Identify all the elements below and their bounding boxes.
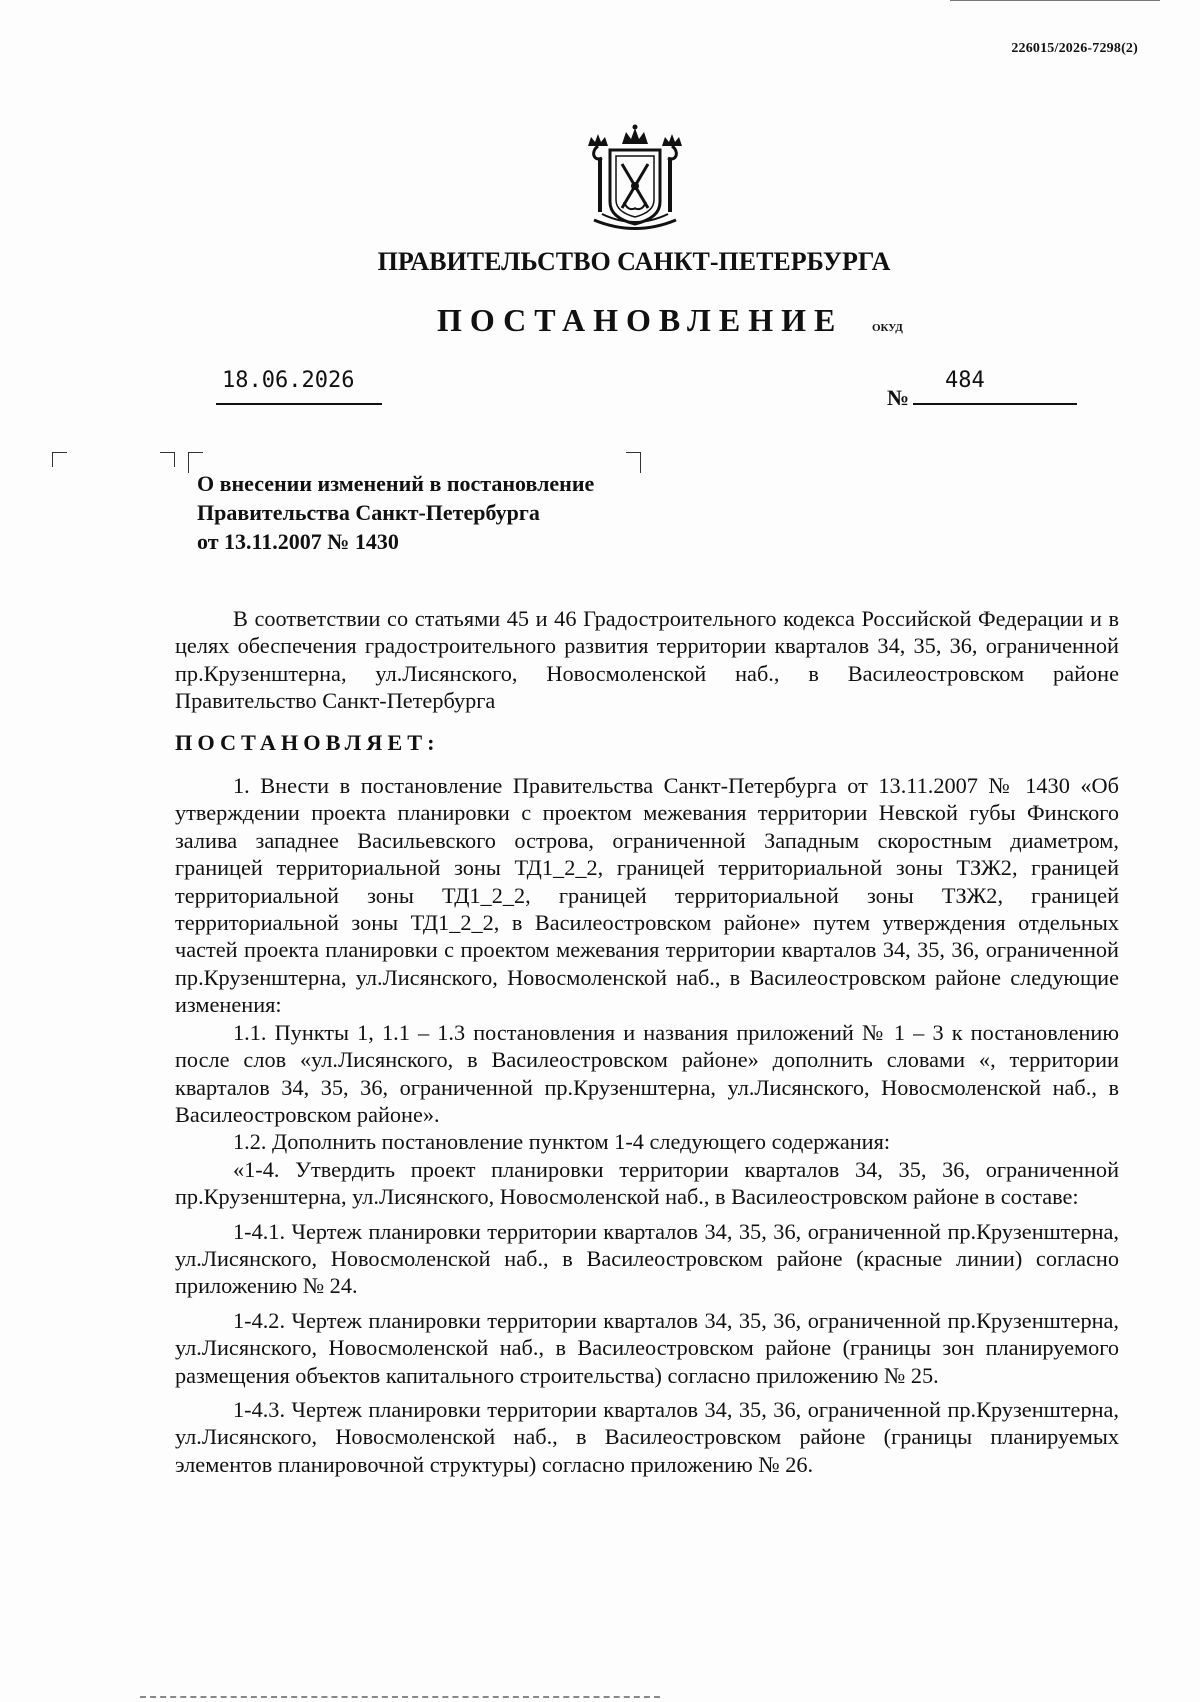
resolve-heading: ПОСТАНОВЛЯЕТ:: [175, 729, 440, 755]
preamble: В соответствии со статьями 45 и 46 Градостроительного кодекса Российской Федерации и в целях обеспечения градостроительного развития территории кварталов 34, 35, 36, ограниченной пр.Крузенштерна, ул.Лисянского, Новосмоленской наб., в Василеостровском районе Правительство Санкт-Петербурга: [175, 606, 1119, 714]
number-underline: [913, 403, 1077, 405]
okud-label: ОКУД: [872, 322, 903, 334]
corner-mark-left: [52, 452, 67, 467]
paragraph: 1.1. Пункты 1, 1.1 – 1.3 постановления и названия приложений № 1 – 3 к постановлению после слов «ул.Лисянского, в Василеостровском районе» дополнить словами «, территории кварталов 34, 35, 36, ограниченной пр.Крузенштерна, ул.Лисянского, Новосмоленской наб., в Василеостровском районе».: [175, 1019, 1119, 1127]
corner-mark-subject-close: [626, 452, 641, 473]
number-sign: №: [887, 385, 910, 410]
corner-mark-left-close: [160, 452, 175, 467]
date-underline: [216, 403, 382, 405]
decree-body: [175, 605, 1119, 1478]
decree-number: 484: [945, 368, 985, 393]
paragraph: 1-4.1. Чертеж планировки территории кварталов 34, 35, 36, ограниченной пр.Крузенштерна, ул.Лисянского, Новосмоленской наб., в Василеостровском районе (красные линии) согласно приложению № 24.: [175, 1218, 1119, 1299]
paragraph: 1.2. Дополнить постановление пунктом 1-4 следующего содержания:: [233, 1129, 891, 1155]
scan-edge-bottom: [140, 1696, 660, 1698]
subject-line: Правительства Санкт-Петербурга: [197, 500, 540, 525]
decree-title: ПОСТАНОВЛЕНИЕ: [437, 302, 844, 338]
coat-of-arms-icon: [580, 122, 690, 234]
document-registration-code: 226015/2026-7298(2): [1011, 41, 1138, 56]
decree-date: 18.06.2026: [222, 368, 355, 393]
paragraph: 1-4.2. Чертеж планировки территории кварталов 34, 35, 36, ограниченной пр.Крузенштерна, ул.Лисянского, Новосмоленской наб., в Василеостровском районе (границы зон планируемого размещения объектов капитального строительства) согласно приложению № 25.: [175, 1307, 1119, 1388]
decree-subject: [197, 469, 594, 556]
government-title: ПРАВИТЕЛЬСТВО САНКТ-ПЕТЕРБУРГА: [377, 247, 891, 276]
subject-line: О внесении изменений в постановление: [197, 471, 595, 496]
paragraph: 1-4.3. Чертеж планировки территории кварталов 34, 35, 36, ограниченной пр.Крузенштерна, ул.Лисянского, Новосмоленской наб., в Василеостровском районе (границы планируемых элементов планировочной структуры) согласно приложению № 26.: [175, 1396, 1119, 1477]
subject-line: от 13.11.2007 № 1430: [197, 529, 399, 554]
paragraph: «1-4. Утвердить проект планировки территории кварталов 34, 35, 36, ограниченной пр.Крузенштерна, ул.Лисянского, Новосмоленской наб., в Василеостровском районе в составе:: [175, 1156, 1119, 1210]
paragraph: 1. Внести в постановление Правительства Санкт-Петербурга от 13.11.2007 № 1430 «Об утверждении проекта планировки с проектом межевания территории Невской губы Финского залива западнее Васильевского острова, ограниченной Западным скоростным диаметром, границей территориальной зоны ТД1_2_2, границей территориальной зоны ТЗЖ2, границей территориальной зоны ТД1_2_2, границей территориальной зоны ТЗЖ2, границей территориальной зоны ТД1_2_2, в Василеостровском районе» путем утверждения отдельных частей проекта планировки с проектом межевания территории кварталов 34, 35, 36, ограниченной пр.Крузенштерна, ул.Лисянского, Новосмоленской наб., в Василеостровском районе следующие изменения:: [175, 773, 1119, 1018]
scan-edge-top: [950, 0, 1160, 1]
